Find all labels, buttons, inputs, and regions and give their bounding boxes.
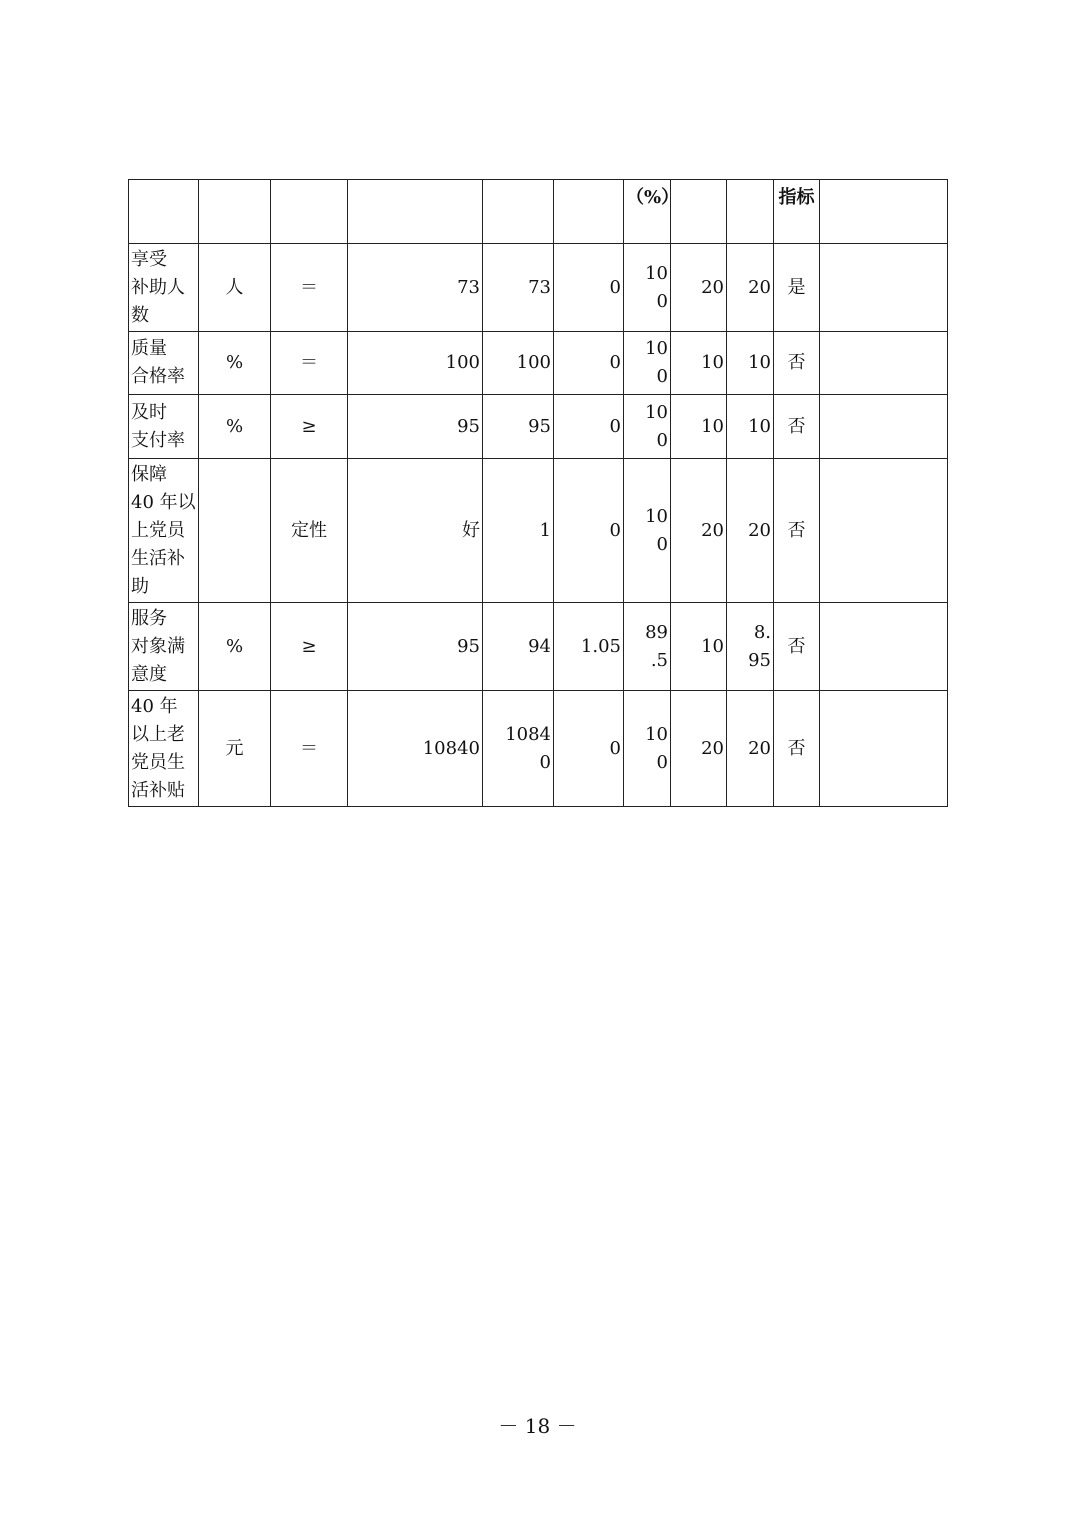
target-cell: 73	[348, 244, 483, 332]
weight-cell: 10	[671, 395, 727, 459]
page-number: － 18 －	[498, 1414, 577, 1438]
table-row	[129, 603, 948, 691]
target-cell: 好	[348, 459, 483, 603]
score-cell	[727, 603, 774, 691]
deviation-cell: 0	[554, 691, 624, 807]
indicator-name-cell	[129, 395, 199, 459]
unit-cell: 人	[199, 244, 271, 332]
score-value: 20	[748, 519, 771, 541]
indicator-name: 保障 40 年以 上党员 生活补 助	[131, 463, 196, 597]
indicator-name-cell	[129, 332, 199, 395]
actual-value: 1	[539, 519, 551, 541]
remark-cell	[820, 459, 948, 603]
unit-cell: 元	[199, 691, 271, 807]
rate-value: 10 0	[645, 338, 668, 387]
score-cell	[727, 691, 774, 807]
remark-cell	[820, 691, 948, 807]
weight-cell: 20	[671, 244, 727, 332]
header-cell-11	[820, 180, 948, 244]
actual-value: 100	[516, 352, 551, 373]
table-row	[129, 691, 948, 807]
unit-cell	[199, 459, 271, 603]
unit-cell: %	[199, 603, 271, 691]
operator-cell: ≥	[271, 395, 348, 459]
deviation-cell: 1.05	[554, 603, 624, 691]
actual-cell	[483, 603, 554, 691]
operator-cell: ＝	[271, 244, 348, 332]
score-value: 20	[748, 276, 771, 298]
flag-cell: 否	[774, 395, 820, 459]
deviation-cell: 0	[554, 395, 624, 459]
actual-value: 95	[528, 415, 551, 437]
weight-cell: 20	[671, 459, 727, 603]
actual-cell	[483, 332, 554, 395]
rate-cell	[624, 603, 671, 691]
remark-cell	[820, 603, 948, 691]
table-row	[129, 244, 948, 332]
actual-cell	[483, 459, 554, 603]
table-row	[129, 395, 948, 459]
header-cell-percent: （%）	[624, 180, 671, 244]
flag-cell: 是	[774, 244, 820, 332]
actual-cell	[483, 244, 554, 332]
rate-cell	[624, 332, 671, 395]
flag-cell: 否	[774, 459, 820, 603]
rate-cell	[624, 691, 671, 807]
rate-cell	[624, 395, 671, 459]
table-header-continuation-row	[129, 180, 948, 244]
rate-value: 10 0	[645, 401, 668, 451]
table-row	[129, 459, 948, 603]
score-value: 20	[748, 737, 771, 759]
deviation-cell: 0	[554, 459, 624, 603]
score-value: 8. 95	[748, 621, 771, 671]
indicator-name-cell	[129, 691, 199, 807]
operator-cell: ≥	[271, 603, 348, 691]
unit-cell: %	[199, 395, 271, 459]
rate-value: 89 .5	[645, 621, 668, 671]
operator-cell: ＝	[271, 691, 348, 807]
indicator-name: 服务 对象满 意度	[131, 607, 185, 685]
rate-value: 10 0	[645, 723, 668, 773]
header-cell-9	[727, 180, 774, 244]
indicator-name-cell	[129, 459, 199, 603]
header-cell-indicator: 指标	[774, 180, 820, 244]
operator-cell: ＝	[271, 332, 348, 395]
actual-value: 94	[528, 635, 551, 657]
rate-cell	[624, 459, 671, 603]
indicator-name: 享受 补助人 数	[131, 248, 185, 326]
header-cell-2	[199, 180, 271, 244]
header-cell-4	[348, 180, 483, 244]
remark-cell	[820, 244, 948, 332]
score-cell	[727, 244, 774, 332]
score-cell	[727, 395, 774, 459]
header-cell-6	[554, 180, 624, 244]
weight-cell: 10	[671, 603, 727, 691]
actual-cell	[483, 691, 554, 807]
deviation-cell: 0	[554, 332, 624, 395]
target-cell: 95	[348, 603, 483, 691]
deviation-cell: 0	[554, 244, 624, 332]
actual-cell	[483, 395, 554, 459]
weight-cell: 10	[671, 332, 727, 395]
actual-value: 1084 0	[505, 723, 551, 773]
header-cell-1	[129, 180, 199, 244]
weight-cell: 20	[671, 691, 727, 807]
operator-cell: 定性	[271, 459, 348, 603]
rate-value: 10 0	[645, 262, 668, 312]
flag-cell: 否	[774, 691, 820, 807]
table-row	[129, 332, 948, 395]
score-cell	[727, 459, 774, 603]
actual-value: 73	[528, 276, 551, 298]
flag-cell: 否	[774, 603, 820, 691]
target-cell: 10840	[348, 691, 483, 807]
table-body	[129, 180, 948, 807]
unit-cell: %	[199, 332, 271, 395]
indicator-name: 及时 支付率	[131, 401, 185, 451]
indicator-name-cell	[129, 244, 199, 332]
indicator-name: 质量 合格率	[131, 338, 185, 387]
rate-value: 10 0	[645, 505, 668, 555]
header-cell-5	[483, 180, 554, 244]
score-value: 10	[748, 352, 771, 373]
score-cell	[727, 332, 774, 395]
header-cell-3	[271, 180, 348, 244]
score-value: 10	[748, 415, 771, 437]
target-cell: 95	[348, 395, 483, 459]
remark-cell	[820, 332, 948, 395]
rate-cell	[624, 244, 671, 332]
flag-cell: 否	[774, 332, 820, 395]
indicator-name: 40 年 以上老 党员生 活补贴	[131, 695, 185, 801]
indicator-name-cell	[129, 603, 199, 691]
target-cell: 100	[348, 332, 483, 395]
remark-cell	[820, 395, 948, 459]
performance-indicator-table	[128, 179, 948, 807]
